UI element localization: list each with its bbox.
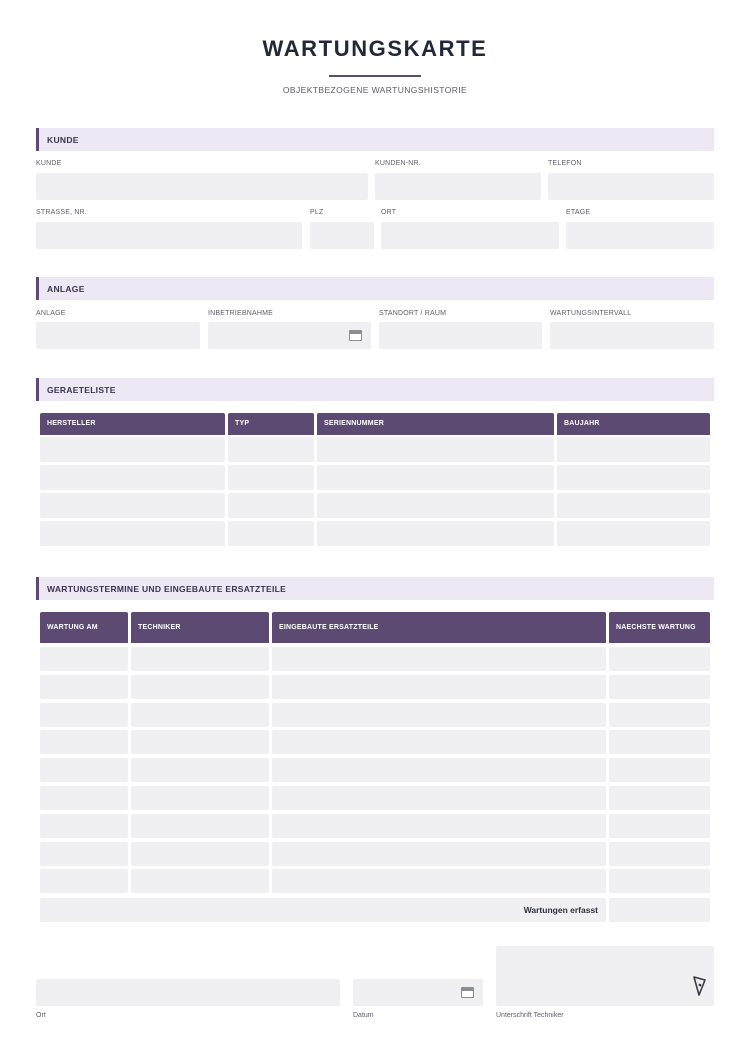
label-strasse: STRASSE, NR. <box>36 209 88 216</box>
label-datum: Datum <box>353 1012 374 1019</box>
table-cell[interactable] <box>272 869 606 893</box>
section-geraeteliste <box>36 378 714 401</box>
strasse-field[interactable] <box>36 222 302 249</box>
table-cell[interactable] <box>609 647 710 671</box>
ort-signature-field[interactable] <box>36 979 340 1006</box>
table-cell[interactable] <box>609 758 710 782</box>
table-cell[interactable] <box>131 786 269 810</box>
section-kunde <box>36 128 714 151</box>
table-cell[interactable] <box>609 703 710 727</box>
table-cell[interactable] <box>609 869 710 893</box>
title-divider <box>329 75 421 77</box>
table-cell[interactable] <box>557 493 710 518</box>
column-header-hersteller: HERSTELLER <box>40 413 225 435</box>
table-cell[interactable] <box>40 703 128 727</box>
plz-field[interactable] <box>310 222 374 249</box>
table-cell[interactable] <box>228 493 314 518</box>
section-anlage <box>36 277 714 300</box>
table-cell[interactable] <box>40 786 128 810</box>
table-cell[interactable] <box>228 437 314 462</box>
table-cell[interactable] <box>40 842 128 866</box>
section-title: KUNDE <box>47 135 79 145</box>
table-cell[interactable] <box>557 465 710 490</box>
table-cell[interactable] <box>272 842 606 866</box>
label-ort-footer: Ort <box>36 1012 46 1019</box>
calendar-icon[interactable] <box>349 330 362 341</box>
ort-field[interactable] <box>381 222 559 249</box>
label-inbetriebnahme: INBETRIEBNAHME <box>208 310 274 317</box>
summary-count-field[interactable] <box>609 898 710 922</box>
calendar-icon[interactable] <box>461 987 474 998</box>
table-cell[interactable] <box>609 814 710 838</box>
label-anlage: ANLAGE <box>36 310 66 317</box>
table-cell[interactable] <box>272 703 606 727</box>
column-header-ersatzteile: EINGEBAUTE ERSATZTEILE <box>272 612 606 643</box>
table-cell[interactable] <box>131 647 269 671</box>
table-cell[interactable] <box>131 869 269 893</box>
label-telefon: TELEFON <box>548 160 582 167</box>
telefon-field[interactable] <box>548 173 714 200</box>
kunden-nr-field[interactable] <box>375 173 541 200</box>
table-cell[interactable] <box>317 493 554 518</box>
column-header-wartung-am: WARTUNG AM <box>40 612 128 643</box>
table-cell[interactable] <box>272 675 606 699</box>
column-header-typ: TYP <box>228 413 314 435</box>
table-cell[interactable] <box>272 758 606 782</box>
table-cell[interactable] <box>557 437 710 462</box>
label-ort: ORT <box>381 209 397 216</box>
table-cell[interactable] <box>131 675 269 699</box>
table-cell[interactable] <box>317 521 554 546</box>
signature-field[interactable] <box>496 946 714 1006</box>
etage-field[interactable] <box>566 222 714 249</box>
table-cell[interactable] <box>40 437 225 462</box>
table-cell[interactable] <box>317 465 554 490</box>
column-header-naechste-wartung: NAECHSTE WARTUNG <box>609 612 710 643</box>
label-kunde: KUNDE <box>36 160 62 167</box>
standort-field[interactable] <box>379 322 542 349</box>
table-cell[interactable] <box>40 493 225 518</box>
summary-label: Wartungen erfasst <box>523 905 598 915</box>
table-cell[interactable] <box>40 758 128 782</box>
label-etage: ETAGE <box>566 209 591 216</box>
pen-icon <box>692 975 708 997</box>
table-cell[interactable] <box>40 647 128 671</box>
table-cell[interactable] <box>131 758 269 782</box>
section-title: GERAETELISTE <box>47 385 116 395</box>
table-cell[interactable] <box>40 730 128 754</box>
table-cell[interactable] <box>609 842 710 866</box>
table-cell[interactable] <box>40 465 225 490</box>
column-header-seriennummer: SERIENNUMMER <box>317 413 554 435</box>
table-cell[interactable] <box>557 521 710 546</box>
inbetriebnahme-field[interactable] <box>208 322 371 349</box>
table-cell[interactable] <box>131 730 269 754</box>
table-cell[interactable] <box>40 869 128 893</box>
intervall-field[interactable] <box>550 322 714 349</box>
table-cell[interactable] <box>131 842 269 866</box>
table-cell[interactable] <box>272 786 606 810</box>
table-cell[interactable] <box>272 730 606 754</box>
table-cell[interactable] <box>609 675 710 699</box>
table-cell[interactable] <box>609 786 710 810</box>
label-plz: PLZ <box>310 209 324 216</box>
label-standort: STANDORT / RAUM <box>379 310 447 317</box>
table-cell[interactable] <box>272 814 606 838</box>
summary-row <box>40 898 606 922</box>
table-cell[interactable] <box>609 730 710 754</box>
page-subtitle: OBJEKTBEZOGENE WARTUNGSHISTORIE <box>282 85 468 95</box>
section-title: WARTUNGSTERMINE UND EINGEBAUTE ERSATZTEILE <box>47 584 287 594</box>
anlage-field[interactable] <box>36 322 200 349</box>
table-cell[interactable] <box>228 521 314 546</box>
table-cell[interactable] <box>131 703 269 727</box>
section-title: ANLAGE <box>47 284 85 294</box>
column-header-baujahr: BAUJAHR <box>557 413 710 435</box>
table-cell[interactable] <box>228 465 314 490</box>
page-title: WARTUNGSKARTE <box>262 36 488 61</box>
label-intervall: WARTUNGSINTERVALL <box>550 310 632 317</box>
table-cell[interactable] <box>40 675 128 699</box>
table-cell[interactable] <box>40 521 225 546</box>
kunde-field[interactable] <box>36 173 368 200</box>
datum-field[interactable] <box>353 979 483 1006</box>
label-kunden-nr: KUNDEN-NR. <box>375 160 421 167</box>
table-cell[interactable] <box>317 437 554 462</box>
label-unterschrift: Unterschrift Techniker <box>496 1012 564 1019</box>
column-header-techniker: TECHNIKER <box>131 612 269 643</box>
table-cell[interactable] <box>272 647 606 671</box>
table-cell[interactable] <box>40 814 128 838</box>
section-wartungstermine <box>36 577 714 600</box>
table-cell[interactable] <box>131 814 269 838</box>
